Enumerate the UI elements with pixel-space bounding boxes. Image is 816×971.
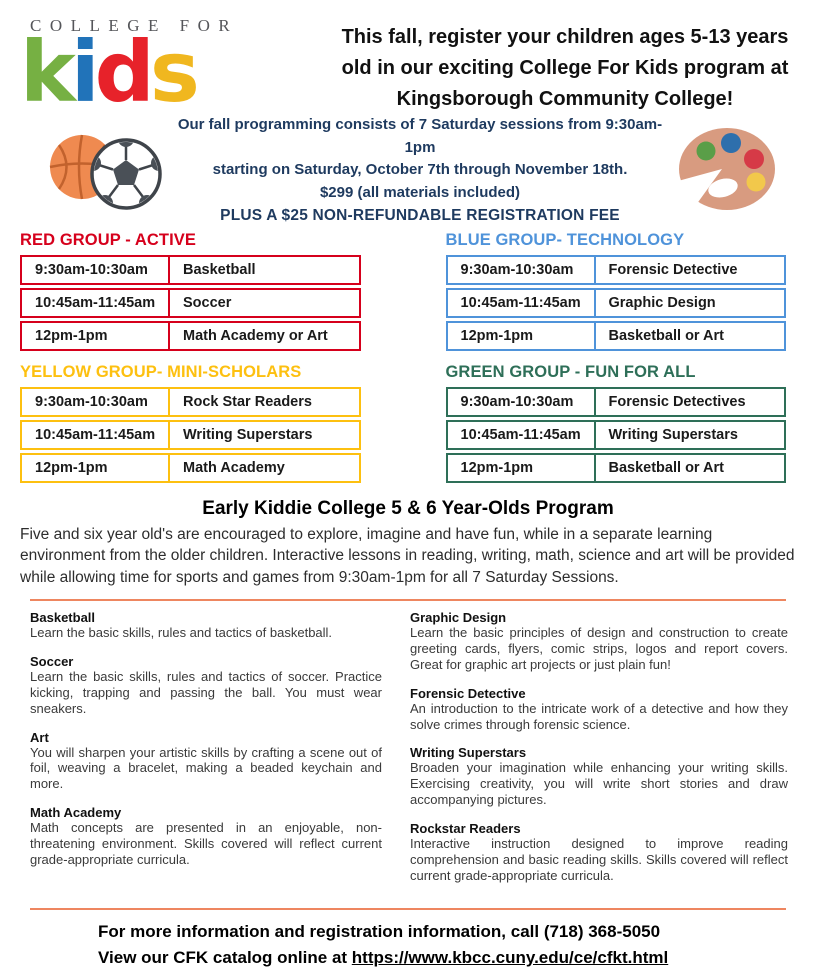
table-row [20, 420, 361, 450]
college-for-kids-logo [20, 8, 312, 121]
logo-letter-s: s [149, 23, 195, 121]
program-details-text [164, 114, 676, 227]
logo-letter-k: k [20, 23, 71, 121]
table-row [20, 321, 361, 351]
kiddie-college-description: Five and six year old's are encouraged to explore, imagine and have fun, while in a separate learning environment from the older children. Interactive lessons in reading, writing, math, science and art will be provided while allowing time for sports and games from 9:30am-1pm for all 7 Saturday Sessions. [20, 526, 795, 586]
course-title: Graphic Design [410, 610, 507, 626]
blue-group-section [446, 231, 787, 354]
logo-letter-i: i [70, 23, 95, 121]
blue-group-title: BLUE GROUP- TECHNOLOGY [445, 231, 685, 249]
schedule-time: 12pm-1pm [448, 323, 596, 349]
course-descriptions [0, 610, 816, 896]
course-title: Art [30, 729, 49, 745]
descriptions-right-column [410, 610, 788, 896]
list-item [410, 610, 788, 673]
yellow-group-title: YELLOW GROUP- MINI-SCHOLARS [20, 363, 302, 381]
schedule-activity: Soccer [183, 295, 232, 311]
schedule-time: 9:30am-10:30am [448, 389, 596, 415]
list-item [30, 610, 382, 641]
banner-line-2: starting on Saturday, October 7th through November 18th. [212, 161, 628, 179]
table-row [20, 288, 361, 318]
list-item [410, 686, 788, 733]
kiddie-college-title: Early Kiddie College 5 & 6 Year-Olds Program [202, 498, 614, 519]
program-banner [0, 117, 816, 225]
logo-letter-d: d [94, 23, 150, 121]
schedule-time: 12pm-1pm [22, 323, 170, 349]
group-schedule-grid [0, 225, 816, 495]
course-title: Writing Superstars [410, 745, 527, 761]
schedule-time: 10:45am-11:45am [22, 290, 170, 316]
schedule-activity: Writing Superstars [608, 427, 738, 443]
section-divider [30, 599, 786, 601]
schedule-time: 10:45am-11:45am [448, 290, 596, 316]
green-group-section [446, 363, 787, 486]
course-body: Learn the basic skills, rules and tactics of basketball. [30, 625, 333, 641]
descriptions-left-column [30, 610, 382, 896]
basketball-soccer-icon [46, 127, 164, 216]
red-group-section [20, 231, 361, 354]
logo-college-for-text: COLLEGE FOR [30, 16, 239, 35]
list-item [410, 821, 788, 884]
schedule-activity: Math Academy [183, 460, 285, 476]
list-item [30, 730, 382, 793]
table-row [20, 255, 361, 285]
paint-palette-icon [676, 125, 778, 218]
course-title: Forensic Detective [410, 685, 526, 701]
schedule-activity: Basketball [183, 262, 256, 278]
header [0, 0, 816, 121]
schedule-activity: Rock Star Readers [183, 394, 312, 410]
catalog-url-link[interactable]: https://www.kbcc.cuny.edu/ce/cfkt.html [351, 947, 669, 967]
footer-contact [0, 919, 816, 971]
course-body: You will sharpen your artistic skills by crafting a scene out of foil, weaving a bracelet, making a beaded keychain and more. [30, 744, 382, 792]
course-title: Rockstar Readers [410, 821, 521, 836]
list-item [30, 654, 382, 717]
schedule-activity: Forensic Detective [608, 262, 738, 278]
table-row [446, 255, 787, 285]
schedule-time: 9:30am-10:30am [22, 257, 170, 283]
course-body: Broaden your imagination while enhancing your writing skills. Exercising creativity, you will write short stories and draw accompanying pictures. [410, 760, 788, 808]
green-group-title: GREEN GROUP - FUN FOR ALL [445, 363, 696, 381]
schedule-time: 9:30am-10:30am [448, 257, 596, 283]
table-row [446, 288, 787, 318]
schedule-time: 10:45am-11:45am [448, 422, 596, 448]
section-divider [30, 908, 786, 910]
table-row [20, 453, 361, 483]
list-item [410, 745, 788, 808]
schedule-activity: Basketball or Art [608, 328, 724, 344]
schedule-activity: Writing Superstars [183, 427, 313, 443]
course-body: Learn the basic skills, rules and tactics of soccer. Practice kicking, trapping and passing the ball. You must wear sneakers. [30, 668, 382, 716]
table-row [446, 321, 787, 351]
banner-line-3: $299 (all materials included) [319, 183, 521, 201]
headline-text: This fall, register your children ages 5-13 years old in our exciting College For Kids program at Kingsborough Community College! [341, 26, 789, 110]
list-item [30, 805, 382, 868]
schedule-activity: Math Academy or Art [183, 328, 328, 344]
schedule-activity: Forensic Detectives [608, 394, 746, 410]
schedule-time: 12pm-1pm [448, 455, 596, 481]
schedule-activity: Graphic Design [608, 295, 716, 311]
schedule-time: 12pm-1pm [22, 455, 170, 481]
course-title: Soccer [30, 653, 74, 669]
schedule-time: 9:30am-10:30am [22, 389, 170, 415]
footer-catalog-line [98, 945, 816, 971]
course-title: Basketball [30, 610, 96, 626]
table-row [446, 453, 787, 483]
schedule-time: 10:45am-11:45am [22, 422, 170, 448]
course-title: Math Academy [30, 805, 122, 821]
footer-phone-line: For more information and registration information, call (718) 368-5050 [98, 921, 661, 941]
footer-catalog-prefix: View our CFK catalog online at [98, 947, 352, 967]
table-row [446, 420, 787, 450]
yellow-group-section [20, 363, 361, 486]
banner-registration-fee: PLUS A $25 NON-REFUNDABLE REGISTRATION FEE [220, 207, 620, 225]
table-row [446, 387, 787, 417]
course-body: Interactive instruction designed to improve reading comprehension and basic reading skills. Skills covered will reflect current grade-appropriate curricula. [410, 836, 788, 883]
table-row [20, 387, 361, 417]
banner-line-1: Our fall programming consists of 7 Saturday sessions from 9:30am-1pm [177, 116, 663, 156]
course-body: Learn the basic principles of design and construction to create greeting cards, flyers, comic strips, logos and report covers. Great for graphic art projects or just plain fun! [410, 625, 788, 672]
schedule-activity: Basketball or Art [608, 460, 724, 476]
course-body: An introduction to the intricate work of a detective and how they solve crimes through forensic science. [410, 700, 788, 732]
red-group-title: RED GROUP - ACTIVE [20, 231, 196, 249]
course-body: Math concepts are presented in an enjoyable, non-threatening environment. Skills covered will reflect current grade-appropriate curricula. [30, 820, 382, 867]
